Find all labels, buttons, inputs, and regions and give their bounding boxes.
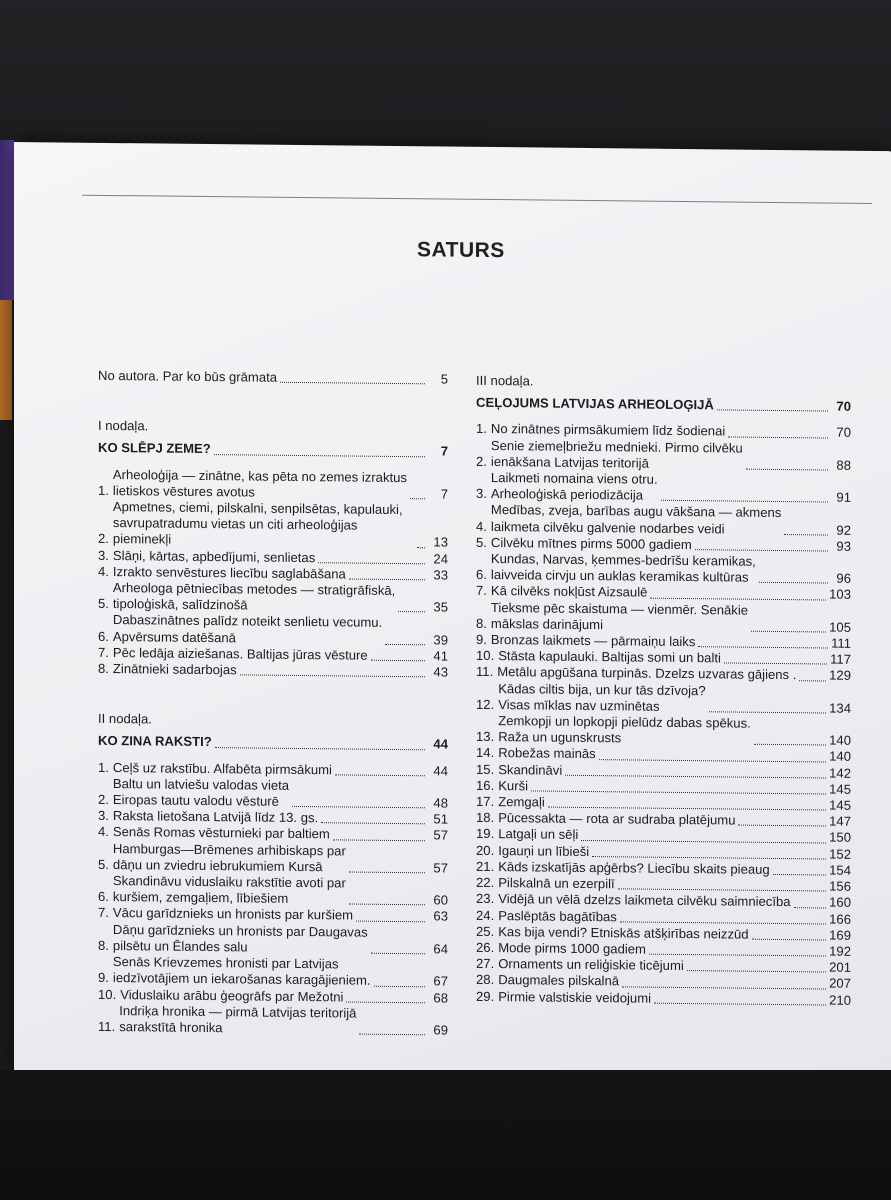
chapter-2-label: II nodaļa. — [98, 711, 152, 727]
chapter-1-page: 7 — [440, 443, 448, 459]
toc-entry-line: Dabaszinātnes palīdz noteikt senlietu vecumu. — [112, 612, 383, 631]
toc-entry-number: 10. — [476, 648, 495, 664]
toc-entry-title — [113, 954, 371, 989]
toc-entry-page: 57 — [433, 827, 448, 844]
toc-entry-page: 103 — [829, 586, 851, 603]
toc-entry-line: Robežas mainās — [498, 745, 596, 762]
toc-entry-line: Tieksme pēc skaistuma — vienmēr. Senākie — [490, 599, 749, 618]
toc-entry — [476, 988, 851, 1008]
toc-entry-page: 140 — [829, 732, 851, 749]
toc-entry-title — [113, 776, 289, 810]
toc-intro-page: 5 — [440, 371, 448, 387]
toc-entry-line: Skandināvi — [498, 761, 563, 778]
toc-entry-line: Kādas ciltis bija, un kur tās dzīvoja? — [498, 680, 706, 698]
toc-entry-page: 35 — [433, 599, 448, 615]
toc-entry-number: 26. — [476, 939, 495, 955]
toc-entry-page: 43 — [433, 664, 448, 680]
toc-entry-number: 25. — [476, 923, 495, 939]
chapter-3-title: CEĻOJUMS LATVIJAS ARHEOLOĢIJĀ — [476, 395, 714, 413]
toc-entry-number: 11. — [476, 664, 494, 680]
toc-entry-line: Kurši — [498, 777, 529, 794]
toc-entry-title — [498, 827, 578, 844]
toc-entry — [476, 713, 851, 749]
toc-entry — [98, 841, 448, 877]
toc-intro-text: No autora. Par ko būs grāmata — [98, 367, 278, 385]
toc-entry-page: 63 — [433, 908, 448, 925]
toc-entry-line: ienākšana Latvijas teritorijā — [490, 453, 649, 471]
header-rule — [82, 195, 872, 204]
toc-entry-page: 145 — [829, 797, 851, 813]
toc-entry-title — [491, 502, 781, 537]
toc-entry-line: Metālu apgūšana turpinās. Dzelzs uzvaras gājiens . — [497, 664, 797, 683]
toc-entry-line: Mode pirms 1000 gadiem — [498, 939, 646, 957]
toc-entry-number: 29. — [476, 988, 495, 1004]
toc-entry-line: Arheoloģiskā periodizācija — [490, 486, 644, 503]
toc-entry — [98, 612, 448, 648]
chapter-3-label: III nodaļa. — [476, 372, 534, 389]
toc-right-column — [476, 365, 851, 1009]
toc-entry-number: 27. — [476, 955, 495, 972]
toc-entry-line: Viduslaiku arābu ģeogrāfs par Mežotni — [120, 986, 344, 1004]
toc-entry-title — [113, 841, 346, 876]
toc-entry-page: 93 — [836, 538, 851, 554]
toc-entry-line: Pilskalnā un ezerpilī — [498, 875, 615, 892]
toc-entry-page: 140 — [829, 749, 851, 765]
toc-entry-line: Slāņi, kārtas, apbedījumi, senlietas — [112, 547, 316, 565]
toc-entry-title — [113, 873, 346, 908]
toc-entry-number: 12. — [476, 696, 495, 712]
toc-entry-title — [491, 551, 756, 586]
toc-entry-number: 24. — [476, 907, 495, 923]
toc-entry-line: Kundas, Narvas, ķemmes-bedrīšu keramikas, — [490, 551, 756, 569]
toc-entry-page: 166 — [829, 911, 851, 927]
toc-entry-line: Ornaments un reliģiskie ticējumi — [498, 956, 684, 974]
toc-entry-line: Pirmie valstiskie veidojumi — [498, 988, 652, 1006]
toc-entry-line: No zinātnes pirmsākumiem līdz šodienai — [490, 421, 726, 439]
chapter-2-title: KO ZINA RAKSTI? — [98, 733, 212, 750]
toc-entry — [476, 502, 851, 538]
toc-entry — [476, 599, 851, 635]
toc-entry-number: 22. — [476, 874, 495, 891]
toc-entry-page: 68 — [433, 989, 448, 1006]
toc-entry-line: Skandināvu viduslaiku rakstītie avoti par — [112, 873, 346, 891]
toc-entry-page: 60 — [433, 892, 448, 908]
toc-entry-page: 210 — [829, 992, 851, 1008]
toc-entry-line: Apvērsums datēšanā — [112, 628, 236, 645]
toc-entry-line: kuršiem, zemgaļiem, lībiešiem — [112, 889, 289, 907]
toc-entry-line: Kas bija vendi? Etniskās atšķirības neizzūd — [498, 923, 749, 942]
toc-entry-line: Visas mīklas nav uzminētas — [498, 696, 660, 714]
toc-entry-title — [498, 956, 684, 974]
toc-entry-line: Kā cilvēks nokļūst Aizsaulē — [490, 583, 648, 601]
toc-entry-title — [113, 661, 237, 678]
toc-entry-number: 7. — [476, 583, 487, 599]
toc-entry-line: Stāsta kapulauki. Baltijas somi un balti — [498, 648, 721, 666]
toc-entry-line: Hamburgas—Brēmenes arhibiskaps par — [112, 840, 346, 859]
toc-entry-number: 1. — [98, 759, 109, 775]
toc-entry-title — [498, 843, 589, 860]
toc-entry — [98, 580, 448, 616]
toc-entry-line: Senās Krievzemes hronisti par Latvijas — [112, 954, 339, 972]
toc-entry — [476, 551, 851, 587]
toc-entry-line: Cilvēku mītnes pirms 5000 gadiem — [490, 534, 692, 552]
toc-entry-page: 147 — [829, 813, 851, 830]
toc-entry-line: Baltu un latviešu valodas vieta — [112, 775, 290, 793]
toc-entry-page: 64 — [433, 941, 448, 957]
toc-entry-title — [491, 470, 658, 504]
toc-entry — [98, 954, 448, 990]
chapter-1-entries — [98, 466, 448, 680]
toc-entry-line: Latgaļi un sēļi — [498, 826, 579, 843]
toc-entry-line: pilsētu un Ēlandes salu — [112, 937, 248, 955]
toc-entry-line: Daugmales pilskalnā — [498, 972, 620, 989]
toc-entry-line: Arheologa pētniecības metodes — stratigrāfiskā, — [112, 580, 396, 599]
toc-entry-title — [498, 972, 619, 989]
toc-entry-line: Senie ziemeļbriežu mednieki. Pirmo cilvēku — [490, 437, 743, 456]
toc-entry-number: 8. — [98, 660, 109, 677]
toc-entry-page: 7 — [440, 486, 448, 502]
toc-entry-page: 117 — [830, 651, 851, 668]
toc-entry-line: Senās Romas vēsturnieki par baltiem — [112, 824, 330, 842]
toc-entry-title — [113, 612, 382, 647]
toc-entry-number: 13. — [476, 729, 495, 745]
toc-entry-title — [498, 746, 596, 763]
toc-entry-page: 111 — [831, 635, 851, 651]
toc-entry-number: 5. — [476, 534, 487, 550]
toc-entry-page: 67 — [433, 973, 448, 989]
chapter-2-page: 44 — [433, 736, 448, 752]
toc-entry-number: 6. — [98, 889, 109, 905]
toc-entry-title — [113, 922, 368, 957]
toc-entry-number: 8. — [476, 615, 487, 631]
toc-entry-number: 19. — [476, 826, 495, 842]
toc-entry-line: Laikmeti nomaina viens otru. — [490, 470, 658, 487]
toc-entry-line: Medības, zveja, barības augu vākšana — akmens — [490, 502, 782, 521]
book-page — [14, 142, 891, 1079]
toc-entry-number: 3. — [476, 486, 487, 502]
toc-entry-page: 145 — [829, 781, 851, 797]
toc-entry-number: 2. — [98, 791, 109, 808]
toc-entry-page: 33 — [433, 567, 448, 583]
chapter-2-heading — [98, 733, 448, 753]
toc-entry-number: 8. — [98, 937, 109, 953]
toc-entry-page: 57 — [433, 860, 448, 876]
toc-entry-number: 15. — [476, 761, 495, 777]
toc-entry-page: 152 — [829, 846, 851, 862]
toc-entry-page: 154 — [829, 862, 851, 878]
toc-entry-number: 5. — [98, 596, 109, 612]
toc-entry — [98, 776, 448, 812]
toc-entry — [98, 1003, 448, 1039]
toc-entry-line: Eiropas tautu valodu vēsturē — [112, 792, 279, 809]
toc-entry-title — [113, 467, 407, 502]
toc-entry-title — [498, 875, 614, 892]
toc-entry-title — [498, 713, 751, 748]
toc-entry-line: Arheoloģija — zinātne, kas pēta no zemes izraktus — [112, 466, 407, 485]
toc-entry-number: 2. — [476, 453, 487, 469]
toc-entry-line: Zemkopji un lopkopji pielūdz dabas spēkus. — [498, 713, 751, 731]
chapter-3-page: 70 — [836, 398, 851, 414]
toc-entry-number: 9. — [476, 631, 487, 647]
toc-entry-line: Paslēptās bagātības — [498, 907, 617, 924]
toc-entry-title — [491, 438, 743, 473]
chapter-1-label: I nodaļa. — [98, 418, 149, 434]
toc-entry-page: 69 — [433, 1022, 448, 1038]
toc-entry-page: 150 — [829, 830, 851, 846]
toc-entry-page: 24 — [433, 551, 448, 567]
toc-entry-number: 11. — [98, 1018, 116, 1034]
toc-entry-title — [113, 499, 414, 551]
toc-left-column — [98, 368, 448, 1039]
adjacent-book-edge-orange — [0, 300, 12, 420]
toc-entry-number: 1. — [476, 421, 487, 437]
toc-entry-number: 4. — [98, 563, 109, 579]
toc-entry-number: 7. — [98, 644, 109, 660]
toc-entry — [98, 466, 448, 502]
toc-entry-line: Ceļš uz rakstību. Alfabēta pirmsākumi — [112, 759, 332, 777]
adjacent-book-edge — [0, 140, 14, 300]
toc-entry-page: 13 — [433, 534, 448, 550]
toc-entry-page: 207 — [829, 975, 851, 992]
toc-entry — [98, 499, 448, 551]
toc-entry-line: Vidējā un vēlā dzelzs laikmeta cilvēku saimniecība — [498, 891, 791, 910]
toc-entry-number: 6. — [476, 567, 487, 583]
toc-entry-page: 156 — [829, 878, 851, 894]
toc-entry-page: 41 — [433, 648, 448, 664]
toc-entry-page: 192 — [829, 943, 851, 959]
toc-entry-page: 134 — [829, 700, 851, 716]
toc-entry-line: dāņu un zviedru iebrukumiem Kursā — [112, 856, 323, 875]
toc-entry — [476, 680, 851, 716]
toc-entry-page: 169 — [829, 927, 851, 943]
chapter-3-entries — [476, 421, 851, 1008]
toc-entry-line: Dāņu garīdznieks un hronists par Daugavas — [112, 921, 368, 940]
toc-entry-line: Zinātnieki sadarbojas — [112, 661, 237, 678]
toc-entry-line: savrupatradumu vietas un citi arheoloģijas pieminekļi — [112, 515, 358, 548]
toc-entry-page: 88 — [836, 457, 851, 473]
toc-entry-page: 201 — [829, 959, 851, 975]
toc-entry — [476, 470, 851, 506]
toc-entry-title — [498, 762, 562, 779]
toc-entry-line: iedzīvotājiem un iekarošanas karagājieniem. — [112, 970, 371, 989]
toc-entry — [98, 922, 448, 958]
toc-entry-number: 4. — [98, 824, 109, 840]
toc-entry-line: laivveida cirvju un auklas keramikas kultūras — [490, 567, 749, 585]
toc-entry-number: 21. — [476, 858, 495, 874]
toc-entry-page: 39 — [433, 632, 448, 648]
toc-entry-number: 16. — [476, 777, 495, 793]
toc-entry-title — [119, 1003, 356, 1038]
toc-entry — [476, 437, 851, 473]
toc-entry-number: 9. — [98, 970, 109, 986]
toc-entry-number: 3. — [98, 808, 109, 824]
toc-entry-title — [498, 940, 646, 958]
toc-entry-line: Raksta lietošana Latvijā līdz 13. gs. — [112, 808, 319, 826]
toc-entry-number: 6. — [98, 628, 109, 644]
toc-entry-number: 14. — [476, 745, 495, 761]
toc-entry-title — [113, 580, 395, 615]
toc-entry-title — [491, 600, 748, 635]
chapter-2-entries — [98, 760, 448, 1039]
toc-entry-number: 18. — [476, 810, 495, 826]
toc-entry-line: lietiskos vēstures avotus — [112, 482, 255, 500]
toc-entry — [98, 873, 448, 909]
toc-entry-page: 142 — [829, 765, 851, 781]
toc-entry-line: Pēc ledāja aiziešanas. Baltijas jūras vēsture — [112, 644, 368, 663]
chapter-3-heading — [476, 395, 851, 415]
page-title: SATURS — [417, 238, 505, 263]
toc-entry-line: Apmetnes, ciemi, pilskalni, senpilsētas, kapulauki, — [112, 499, 403, 518]
toc-entry-line: Indriķa hronika — pirmā Latvijas teritorijā — [119, 1002, 357, 1021]
toc-entry-page: 44 — [433, 763, 448, 779]
toc-entry-line: mākslas darinājumi — [490, 615, 603, 633]
toc-entry-page: 105 — [829, 619, 851, 635]
toc-entry-page: 70 — [836, 425, 851, 441]
toc-entry-line: Zemgaļi — [498, 794, 545, 810]
toc-entry-page: 160 — [829, 894, 851, 911]
toc-entry-line: Bronzas laikmets — pārmaiņu laiks — [490, 632, 696, 650]
toc-entry-title — [491, 583, 647, 601]
chapter-1-heading — [98, 440, 448, 460]
toc-entry-number: 17. — [476, 793, 495, 810]
toc-entry-title — [498, 908, 617, 925]
toc-entry-line: Vācu garīdznieks un hronists par kuršiem — [112, 905, 354, 924]
toc-entry-number: 1. — [98, 482, 109, 498]
toc-entry-page: 96 — [836, 570, 851, 586]
toc-entry-title — [498, 681, 705, 716]
toc-entry-line: Izrakto senvēstures liecību saglabāšana — [112, 563, 346, 582]
toc-entry-line: laikmeta cilvēku galvenie nodarbes veidi — [490, 518, 725, 537]
toc-entry-number: 7. — [98, 905, 109, 921]
toc-entry-number: 2. — [98, 531, 109, 547]
background-bottom — [0, 1070, 891, 1200]
toc-entry-line: tipoloģiskā, salīdzinošā — [112, 596, 248, 613]
toc-entry-line: sarakstītā hronika — [119, 1019, 223, 1036]
toc-entry-number: 20. — [476, 842, 495, 858]
toc-entry-line: Igauņi un lībieši — [498, 842, 590, 859]
background-top — [0, 0, 891, 150]
toc-entry-page: 129 — [829, 667, 851, 684]
toc-entry-page: 48 — [433, 795, 448, 811]
toc-entry-page: 51 — [433, 811, 448, 827]
toc-entry-number: 4. — [476, 518, 487, 534]
toc-entry-title — [498, 989, 651, 1007]
toc-entry-line: Raža un ugunskrusts — [498, 729, 622, 746]
toc-entry-title — [498, 794, 545, 811]
toc-entry-number: 23. — [476, 891, 495, 907]
toc-entry-number: 3. — [98, 547, 109, 563]
toc-entry-number: 10. — [98, 986, 117, 1002]
toc-entry-line: Pūcessakta — rota ar sudraba platējumu — [498, 810, 736, 828]
toc-entry-title — [498, 778, 528, 795]
toc-entry-number: 28. — [476, 972, 495, 988]
toc-entry-number: 5. — [98, 856, 109, 872]
toc-entry-line: Kāds izskatījās apģērbs? Liecību skaits pieaug — [498, 858, 770, 877]
chapter-1-title: KO SLĒPJ ZEME? — [98, 440, 211, 457]
toc-entry-page: 91 — [836, 489, 851, 505]
toc-entry-page: 92 — [836, 522, 851, 538]
